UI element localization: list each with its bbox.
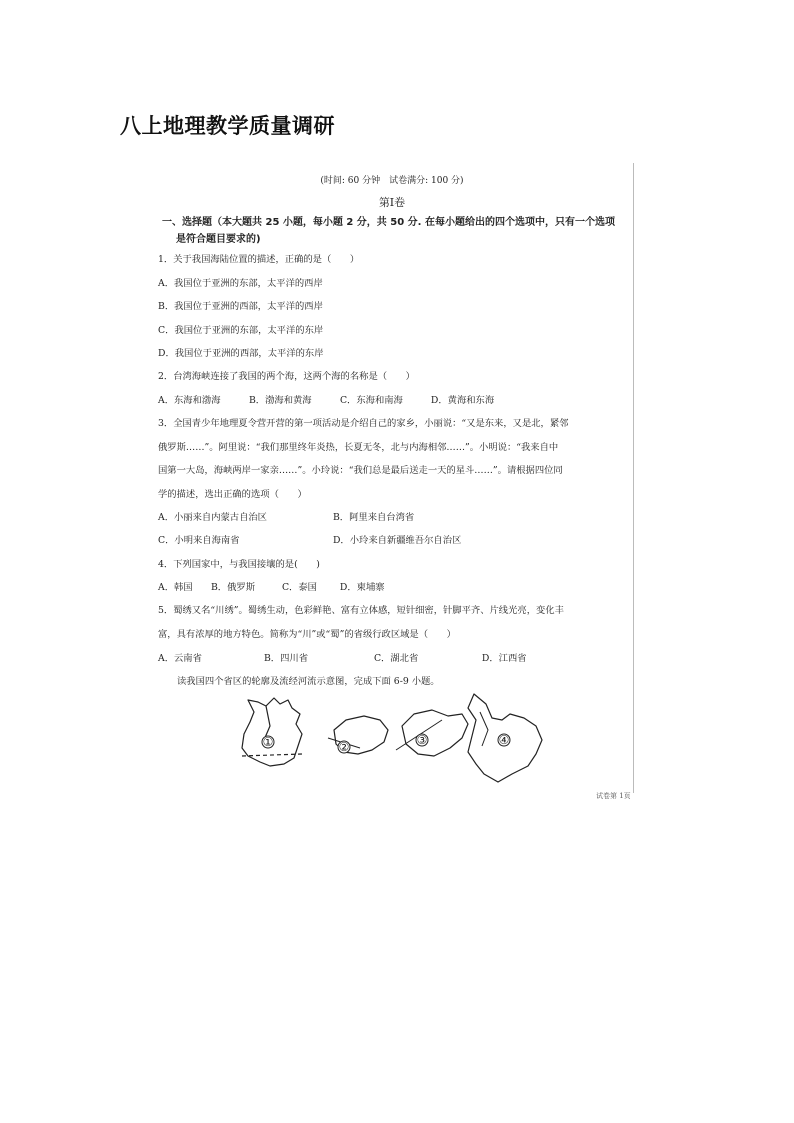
q3-line4: 学的描述，选出正确的选项（ ） — [158, 489, 307, 500]
q3-option-a: A．小丽来自内蒙古自治区 — [158, 512, 267, 523]
q2-options — [158, 392, 494, 406]
q1-option-d: D．我国位于亚洲的西部，太平洋的东岸 — [158, 348, 324, 359]
q3-line1: 3．全国青少年地理夏令营开营的第一项活动是介绍自己的家乡，小丽说：“又是东来，又是北，紧邻 — [158, 418, 569, 429]
province-outline-3 — [402, 710, 468, 756]
q1-option-c: C．我国位于亚洲的东部，太平洋的东岸 — [158, 325, 324, 336]
q4-option-b: B．俄罗斯 — [210, 582, 255, 593]
q1-option-b: B．我国位于亚洲的西部，太平洋的西岸 — [158, 301, 323, 312]
map-reading-prompt: 读我国四个省区的轮廓及流经河流示意图，完成下面 6-9 小题。 — [177, 676, 440, 687]
q3-options-row2 — [158, 532, 461, 546]
q4-option-c: C．泰国 — [281, 582, 317, 593]
page-footer: 试卷第 1页 — [596, 792, 631, 800]
q1-option-a: A．我国位于亚洲的东部，太平洋的西岸 — [158, 278, 323, 289]
part-heading: 第Ⅰ卷 — [378, 196, 406, 209]
section-heading — [162, 214, 630, 248]
q5-option-b: B．四川省 — [263, 653, 308, 664]
q3-line2: 俄罗斯……”。阿里说：“我们那里终年炎热，长夏无冬，北与内海相邻……”。小明说：“我来自中 — [158, 442, 559, 453]
q3-option-d: D．小玲来自新疆维吾尔自治区 — [332, 535, 462, 546]
q1-stem: 1．关于我国海陆位置的描述，正确的是（ ） — [158, 254, 360, 265]
q2-stem: 2．台湾海峡连接了我国的两个海，这两个海的名称是（ ） — [158, 371, 415, 382]
section-heading-line2: 是符合题目要求的) — [176, 234, 261, 245]
page-edge-line — [633, 163, 634, 793]
q4-option-a: A．韩国 — [158, 582, 193, 593]
q5-line2: 富，具有浓厚的地方特色。简称为“川”或“蜀”的省级行政区域是（ ） — [158, 629, 456, 640]
q2-option-c: C．东海和南海 — [339, 395, 403, 406]
q4-stem: 4．下列国家中，与我国接壤的是( ) — [158, 559, 320, 570]
q4-options — [158, 579, 385, 593]
q3-options-row1 — [158, 509, 414, 523]
map-label-3: ③ — [416, 733, 428, 747]
map-label-4: ④ — [498, 733, 510, 747]
q2-option-b: B．渤海和黄海 — [248, 395, 312, 406]
q5-option-d: D．江西省 — [481, 653, 527, 664]
river-4 — [480, 712, 488, 746]
map-label-2: ② — [338, 740, 350, 754]
q5-line1: 5．蜀绣又名“川绣”。蜀绣生动，色彩鲜艳、富有立体感，短针细密，针脚平齐、片线光亮，变化丰 — [158, 605, 564, 616]
q4-option-d: D．柬埔寨 — [339, 582, 385, 593]
province-outline-figure — [236, 690, 556, 790]
q3-option-c: C．小明来自海南省 — [158, 535, 240, 546]
river-1 — [242, 754, 302, 756]
q3-line3: 国第一大岛，海峡两岸一家亲……”。小玲说：“我们总是最后送走一天的星斗……”。请根据四位同 — [158, 465, 563, 476]
q5-options — [158, 650, 527, 664]
exam-meta: (时间: 60 分钟 试卷满分: 100 分) — [320, 176, 464, 186]
document-title: 八上地理教学质量调研 — [120, 114, 335, 138]
q3-option-b: B．阿里来自台湾省 — [332, 512, 415, 523]
q5-option-a: A．云南省 — [158, 653, 202, 664]
section-heading-line1: 一、选择题（本大题共 25 小题，每小题 2 分，共 50 分. 在每小题给出的四个选项中，只有一个选项 — [162, 217, 615, 228]
q5-option-c: C．湖北省 — [373, 653, 419, 664]
q2-option-d: D．黄海和东海 — [430, 395, 495, 406]
map-label-1: ① — [262, 735, 274, 749]
q2-option-a: A．东海和渤海 — [158, 395, 221, 406]
